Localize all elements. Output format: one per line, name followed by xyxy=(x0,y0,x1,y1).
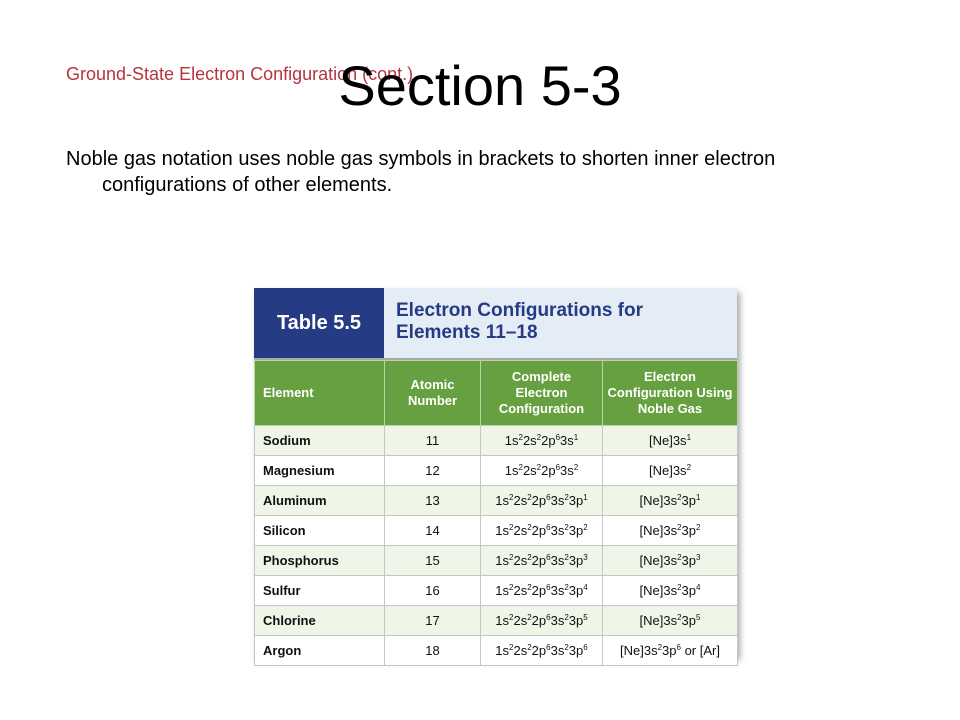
table-label: Table 5.5 xyxy=(254,288,384,358)
noble-config-cell: $[Ne]3s^23p^3$ xyxy=(603,546,738,576)
element-cell: Sodium xyxy=(255,426,385,456)
element-cell: Argon xyxy=(255,636,385,666)
atomic-number-cell: 15 xyxy=(385,546,481,576)
table-row xyxy=(255,426,738,456)
noble-config-cell: $[Ne]3s^23p^6$ or [Ar] xyxy=(603,636,738,666)
noble-config-cell: $[Ne]3s^1$ xyxy=(603,426,738,456)
noble-config-cell: $[Ne]3s^2$ xyxy=(603,456,738,486)
atomic-number-cell: 13 xyxy=(385,486,481,516)
bullet-text: Noble gas notation uses noble gas symbols in brackets to shorten inner electron configurations of other elements. xyxy=(66,148,776,196)
table-row xyxy=(255,576,738,606)
table-header-row xyxy=(255,361,738,426)
table-body xyxy=(255,426,738,666)
slide-title: Section 5-3 xyxy=(338,54,622,117)
complete-config-cell: $1s^22s^22p^63s^23p^6$ xyxy=(481,636,603,666)
element-cell: Silicon xyxy=(255,516,385,546)
complete-config-cell: $1s^22s^22p^63s^1$ xyxy=(481,426,603,456)
atomic-number-cell: 11 xyxy=(385,426,481,456)
table-row xyxy=(255,456,738,486)
electron-config-table xyxy=(254,360,738,666)
column-header: Element xyxy=(255,361,385,426)
element-cell: Sulfur xyxy=(255,576,385,606)
column-header: Complete Electron Configuration xyxy=(481,361,603,426)
element-cell: Aluminum xyxy=(255,486,385,516)
noble-config-cell: $[Ne]3s^23p^4$ xyxy=(603,576,738,606)
complete-config-cell: $1s^22s^22p^63s^23p^1$ xyxy=(481,486,603,516)
element-cell: Phosphorus xyxy=(255,546,385,576)
atomic-number-cell: 17 xyxy=(385,606,481,636)
complete-config-cell: $1s^22s^22p^63s^23p^4$ xyxy=(481,576,603,606)
table-title: Electron Configurations for Elements 11–18 xyxy=(384,288,737,358)
atomic-number-cell: 14 xyxy=(385,516,481,546)
atomic-number-cell: 12 xyxy=(385,456,481,486)
table-row xyxy=(255,606,738,636)
complete-config-cell: $1s^22s^22p^63s^23p^3$ xyxy=(481,546,603,576)
element-cell: Chlorine xyxy=(255,606,385,636)
electron-config-table-figure xyxy=(254,288,737,656)
atomic-number-cell: 18 xyxy=(385,636,481,666)
complete-config-cell: $1s^22s^22p^63s^23p^2$ xyxy=(481,516,603,546)
table-header-banner xyxy=(254,288,737,360)
table-row xyxy=(255,546,738,576)
slide-subtitle: Ground-State Electron Configuration (cont.) xyxy=(66,64,414,84)
column-header: Electron Configuration Using Noble Gas xyxy=(603,361,738,426)
table-row xyxy=(255,636,738,666)
noble-config-cell: $[Ne]3s^23p^2$ xyxy=(603,516,738,546)
atomic-number-cell: 16 xyxy=(385,576,481,606)
table-row xyxy=(255,516,738,546)
noble-config-cell: $[Ne]3s^23p^5$ xyxy=(603,606,738,636)
column-header: Atomic Number xyxy=(385,361,481,426)
noble-config-cell: $[Ne]3s^23p^1$ xyxy=(603,486,738,516)
complete-config-cell: $1s^22s^22p^63s^2$ xyxy=(481,456,603,486)
table-row xyxy=(255,486,738,516)
complete-config-cell: $1s^22s^22p^63s^23p^5$ xyxy=(481,606,603,636)
element-cell: Magnesium xyxy=(255,456,385,486)
